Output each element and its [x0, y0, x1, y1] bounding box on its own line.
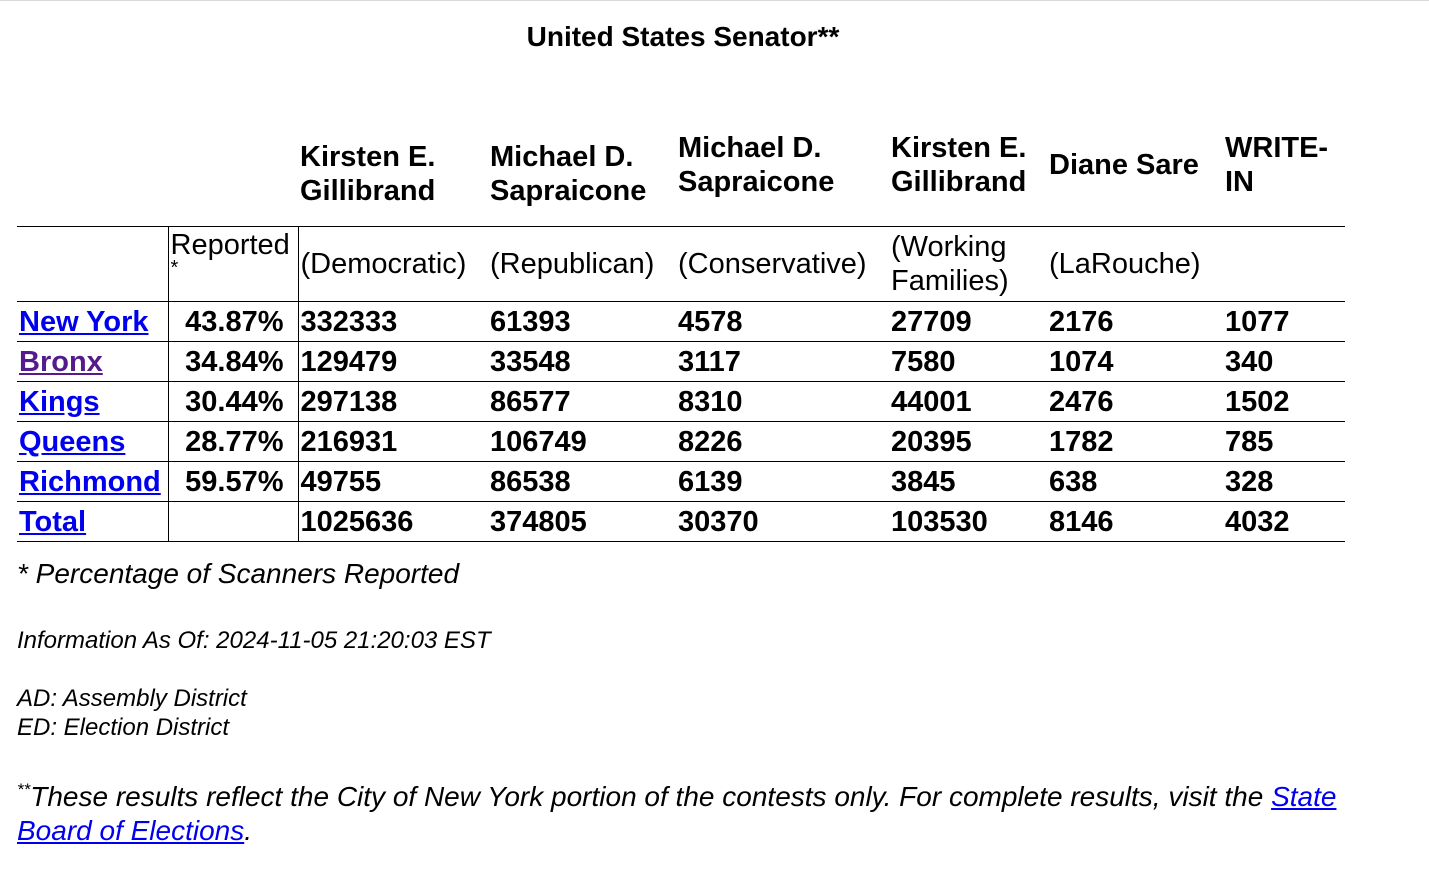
vote-count-cell: 638 [1047, 462, 1223, 502]
table-row [17, 422, 1345, 462]
reported-pct-cell: 34.84% [168, 342, 298, 382]
area-cell [17, 302, 168, 342]
area-link[interactable]: Kings [19, 385, 100, 418]
candidate-name-header: Michael D. Sapraicone [678, 131, 835, 198]
vote-count-cell: 1782 [1047, 422, 1223, 462]
header-blank-cell [17, 227, 168, 302]
table-row [17, 382, 1345, 422]
vote-count-cell: 1025636 [298, 502, 488, 542]
disclaimer-footnote [17, 780, 1357, 848]
area-link[interactable]: Richmond [19, 465, 161, 498]
vote-count-cell: 332333 [298, 302, 488, 342]
vote-count-cell: 4578 [676, 302, 889, 342]
table-row [17, 342, 1345, 382]
vote-count-cell: 7580 [889, 342, 1047, 382]
reported-pct-cell: 30.44% [168, 382, 298, 422]
vote-count-cell: 3117 [676, 342, 889, 382]
vote-count-cell: 8226 [676, 422, 889, 462]
vote-count-cell: 2176 [1047, 302, 1223, 342]
candidate-name-header: Michael D. Sapraicone [490, 140, 647, 207]
ad-legend: AD: Assembly District [17, 685, 247, 712]
vote-count-cell: 6139 [676, 462, 889, 502]
candidate-header-row [17, 103, 1345, 227]
ed-legend: ED: Election District [17, 714, 230, 741]
vote-count-cell: 20395 [889, 422, 1047, 462]
vote-count-cell: 1502 [1223, 382, 1345, 422]
vote-count-cell: 2476 [1047, 382, 1223, 422]
table-row [17, 302, 1345, 342]
reported-label: Reported [170, 229, 290, 261]
area-cell [17, 462, 168, 502]
vote-count-cell: 340 [1223, 342, 1345, 382]
reported-pct-cell [168, 502, 298, 542]
reported-pct-cell: 59.57% [168, 462, 298, 502]
vote-count-cell: 3845 [889, 462, 1047, 502]
reported-star: * [170, 257, 179, 279]
reported-pct-cell: 43.87% [168, 302, 298, 342]
results-body [17, 302, 1345, 542]
party-header: (Conservative) [676, 227, 889, 302]
party-header: (Democratic) [298, 227, 488, 302]
table-row [17, 462, 1345, 502]
area-link[interactable]: Total [19, 505, 87, 538]
table-row [17, 502, 1345, 542]
vote-count-cell: 33548 [488, 342, 676, 382]
results-table [17, 103, 1345, 542]
vote-count-cell: 297138 [298, 382, 488, 422]
area-cell [17, 422, 168, 462]
page-title: United States Senator** [526, 21, 840, 52]
area-cell [17, 342, 168, 382]
vote-count-cell: 61393 [488, 302, 676, 342]
disclaimer-mark: ** [17, 780, 31, 799]
header-blank-cell [168, 103, 298, 227]
vote-count-cell: 8146 [1047, 502, 1223, 542]
party-header-row [17, 227, 1345, 302]
area-cell [17, 502, 168, 542]
vote-count-cell: 86538 [488, 462, 676, 502]
candidate-name-header: Kirsten E. Gillibrand [300, 140, 436, 207]
vote-count-cell: 216931 [298, 422, 488, 462]
party-header: (Working Families) [889, 227, 1047, 302]
header-blank-cell [17, 103, 168, 227]
vote-count-cell: 129479 [298, 342, 488, 382]
party-header [1223, 227, 1345, 302]
reported-pct-cell: 28.77% [168, 422, 298, 462]
reported-header [168, 227, 298, 302]
candidate-name-header: WRITE-IN [1225, 131, 1329, 198]
state-board-link[interactable]: State Board of Elections [17, 781, 1337, 846]
vote-count-cell: 103530 [889, 502, 1047, 542]
vote-count-cell: 49755 [298, 462, 488, 502]
candidate-name-header: Diane Sare [1049, 148, 1199, 181]
vote-count-cell: 4032 [1223, 502, 1345, 542]
disclaimer-end: . [244, 815, 253, 846]
vote-count-cell: 328 [1223, 462, 1345, 502]
area-cell [17, 382, 168, 422]
area-link[interactable]: Bronx [19, 345, 103, 378]
vote-count-cell: 30370 [676, 502, 889, 542]
candidate-name-header: Kirsten E. Gillibrand [891, 131, 1027, 198]
party-header: (LaRouche) [1047, 227, 1223, 302]
party-header: (Republican) [488, 227, 676, 302]
vote-count-cell: 374805 [488, 502, 676, 542]
vote-count-cell: 1074 [1047, 342, 1223, 382]
vote-count-cell: 785 [1223, 422, 1345, 462]
vote-count-cell: 106749 [488, 422, 676, 462]
vote-count-cell: 1077 [1223, 302, 1345, 342]
vote-count-cell: 27709 [889, 302, 1047, 342]
top-border [0, 0, 1429, 1]
vote-count-cell: 44001 [889, 382, 1047, 422]
area-link[interactable]: New York [19, 305, 149, 338]
vote-count-cell: 86577 [488, 382, 676, 422]
info-timestamp: Information As Of: 2024-11-05 21:20:03 EST [17, 627, 491, 654]
scanners-footnote: * Percentage of Scanners Reported [17, 558, 460, 589]
disclaimer-text: These results reflect the City of New York portion of the contests only. For complete results, visit the [30, 781, 1272, 812]
vote-count-cell: 8310 [676, 382, 889, 422]
area-link[interactable]: Queens [19, 425, 126, 458]
